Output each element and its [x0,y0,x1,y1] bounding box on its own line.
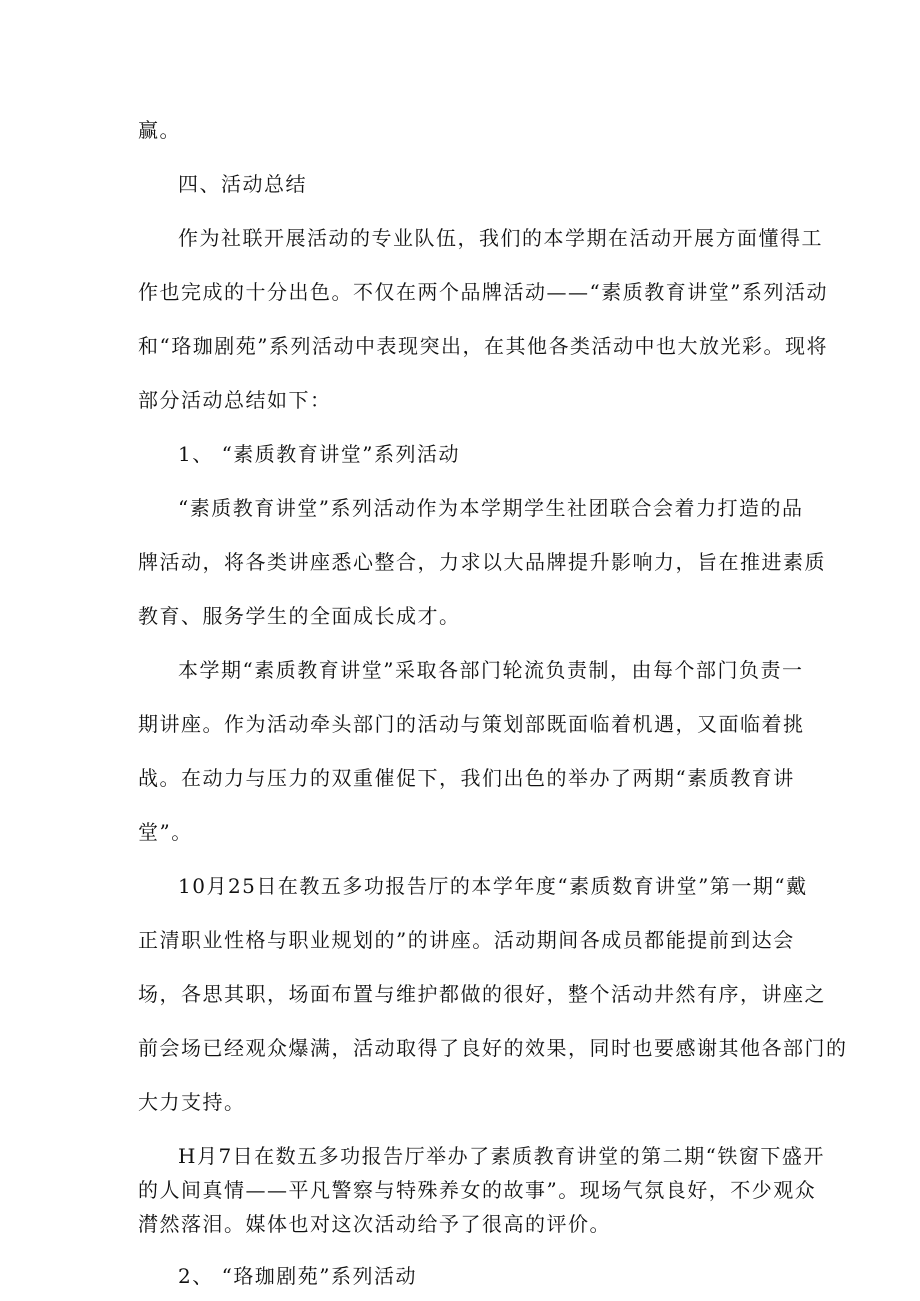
paragraph-4-line-3: 场，各思其职，场面布置与维护都做的很好，整个活动井然有序，讲座之 [138,982,826,1006]
paragraph-3-line-3: 战。在动力与压力的双重催促下，我们出色的举办了两期“素质教育讲 [138,766,795,790]
paragraph-2-line-2: 牌活动，将各类讲座悉心整合，力求以大品牌提升影响力，旨在推进素质 [138,550,826,574]
paragraph-1-line-2: 作也完成的十分出色。不仅在两个品牌活动——“素质教育讲堂”系列活动 [138,280,828,304]
paragraph-4-line-4: 前会场已经观众爆满，活动取得了良好的效果，同时也要感谢其他各部门的 [138,1036,848,1060]
paragraph-3-line-2: 期讲座。作为活动牵头部门的活动与策划部既面临着机遇，又面临着挑 [138,712,805,736]
paragraph-5-line-1: H月7日在数五多功报告厅举办了素质教育讲堂的第二期“铁窗下盛开 [178,1144,825,1168]
subheading-lecture-series: 1、 “素质教育讲堂”系列活动 [178,442,461,466]
section-heading-summary: 四、活动总结 [178,172,307,196]
paragraph-2-line-1: “素质教育讲堂”系列活动作为本学期学生社团联合会着力打造的品 [178,496,804,520]
paragraph-1-line-1: 作为社联开展活动的专业队伍，我们的本学期在活动开展方面懂得工 [178,226,823,250]
paragraph-1-line-4: 部分活动总结如下： [138,388,332,412]
paragraph-3-line-1: 本学期“素质教育讲堂”采取各部门轮流负责制，由每个部门负责一 [178,658,804,682]
paragraph-4-line-1: 10月25日在教五多功报告厅的本学年度“素质数育讲堂”第一期“戴 [178,874,808,898]
paragraph-2-line-3: 教育、服务学生的全面成长成才。 [138,604,461,628]
paragraph-4-line-5: 大力支持。 [138,1090,246,1114]
paragraph-5-line-3: 潸然落泪。媒体也对这次活动给予了很高的评价。 [138,1212,611,1236]
paragraph-3-line-4: 堂”。 [138,820,193,844]
paragraph-1-line-3: 和“珞珈剧苑”系列活动中表现突出，在其他各类活动中也大放光彩。现将 [138,334,828,358]
subheading-drama-series: 2、 “珞珈剧苑”系列活动 [178,1264,418,1288]
text-line-continuation: 赢。 [138,118,181,142]
paragraph-5-line-2: 的人间真情——平凡警察与特殊养女的故事”。现场气氛良好，不少观众 [138,1178,817,1202]
paragraph-4-line-2: 正清职业性格与职业规划的”的讲座。活动期间各成员都能提前到达会 [138,928,795,952]
